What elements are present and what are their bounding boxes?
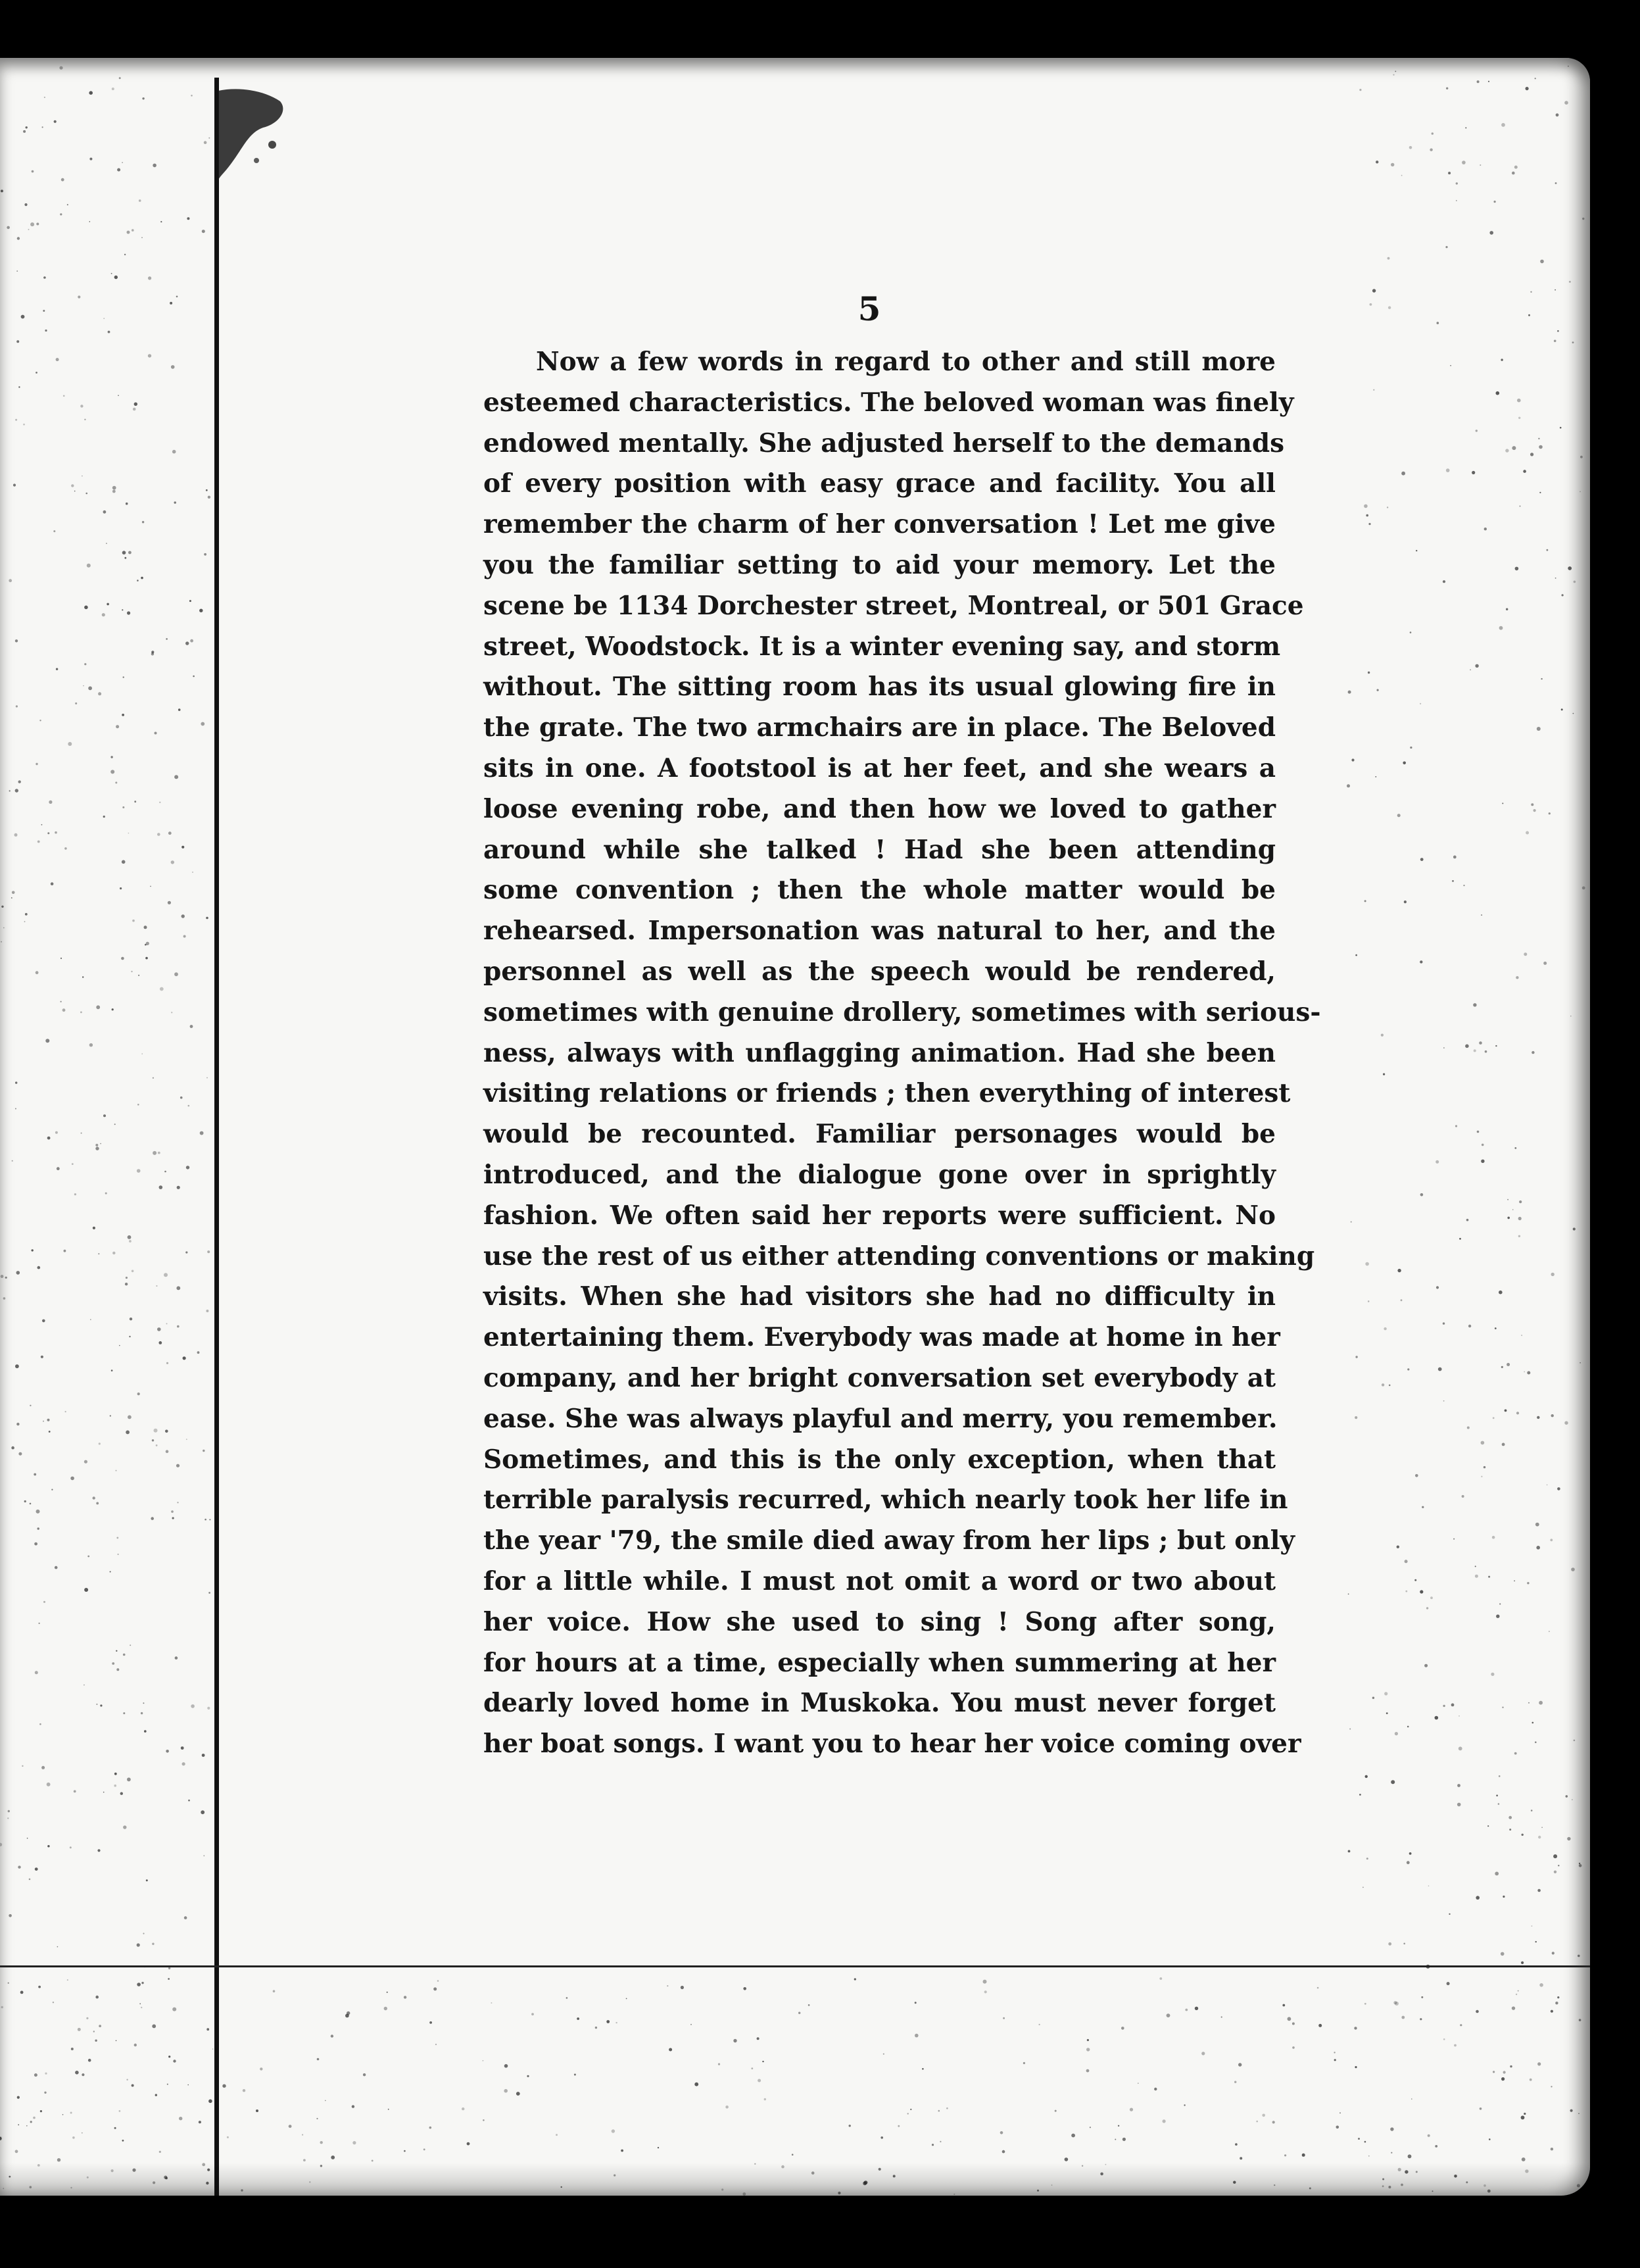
text-line: for a little while. I must not omit a word or two about <box>483 1565 1276 1596</box>
text-line: loose evening robe, and then how we loved to gather <box>483 793 1276 824</box>
text-line: without. The sitting room has its usual glowing fire in <box>483 672 1276 703</box>
text-line: visiting relations or friends ; then everything of interest <box>483 1078 1291 1109</box>
text-line: company, and her bright conversation set everybody at <box>483 1362 1276 1393</box>
page-number: 5 <box>857 289 881 328</box>
bottom-rule-line <box>0 1965 1590 1967</box>
text-line: Now a few words in regard to other and still more <box>536 347 1276 377</box>
text-line: use the rest of us either attending conventions or making <box>483 1241 1315 1271</box>
text-line: of every position with easy grace and facility. You all <box>483 468 1276 499</box>
text-line: ease. She was always playful and merry, you remember. <box>483 1403 1278 1434</box>
text-line: ness, always with unflagging animation. Had she been <box>483 1037 1276 1068</box>
text-line: rehearsed. Impersonation was natural to her, and the <box>483 916 1276 947</box>
text-line: the year '79, the smile died away from her lips ; but only <box>483 1525 1295 1556</box>
text-line: for hours at a time, especially when summering at her <box>483 1647 1276 1678</box>
text-line: around while she talked ! Had she been attending <box>483 834 1276 865</box>
text-line: visits. When she had visitors she had no difficulty in <box>483 1281 1276 1312</box>
text-line: would be recounted. Familiar personages would be <box>483 1119 1276 1150</box>
text-line: introduced, and the dialogue gone over in sprightly <box>483 1159 1276 1190</box>
text-line: entertaining them. Everybody was made at home in her <box>483 1322 1280 1353</box>
text-line: some convention ; then the whole matter would be <box>483 875 1276 906</box>
text-line: her boat songs. I want you to hear her voice coming over <box>483 1729 1301 1760</box>
text-line: street, Woodstock. It is a winter evening say, and storm <box>483 631 1281 662</box>
text-line: esteemed characteristics. The beloved woman was finely <box>483 387 1294 418</box>
text-line: sometimes with genuine drollery, sometimes with serious- <box>483 997 1321 1027</box>
text-line: the grate. The two armchairs are in place. The Beloved <box>483 712 1276 743</box>
text-line: scene be 1134 Dorchester street, Montreal, or 501 Grace <box>483 590 1304 621</box>
text-line: Sometimes, and this is the only exception, when that <box>483 1444 1276 1475</box>
binding-margin-line <box>214 78 219 2196</box>
scan-edge-shadow <box>0 2163 1590 2202</box>
text-line: her voice. How she used to sing ! Song after song, <box>483 1606 1276 1637</box>
text-line: terrible paralysis recurred, which nearly took her life in <box>483 1485 1288 1516</box>
text-line: endowed mentally. She adjusted herself to the demands <box>483 428 1285 458</box>
text-line: fashion. We often said her reports were sufficient. No <box>483 1200 1276 1231</box>
body-text <box>483 342 1321 1765</box>
text-line: sits in one. A footstool is at her feet, and she wears a <box>483 752 1276 783</box>
text-line: dearly loved home in Muskoka. You must never forget <box>483 1688 1276 1719</box>
ink-blot <box>217 84 289 183</box>
text-line: personnel as well as the speech would be rendered, <box>483 956 1276 987</box>
text-line: remember the charm of her conversation ! Let me give <box>483 509 1276 540</box>
text-line: you the familiar setting to aid your memory. Let the <box>483 549 1276 580</box>
